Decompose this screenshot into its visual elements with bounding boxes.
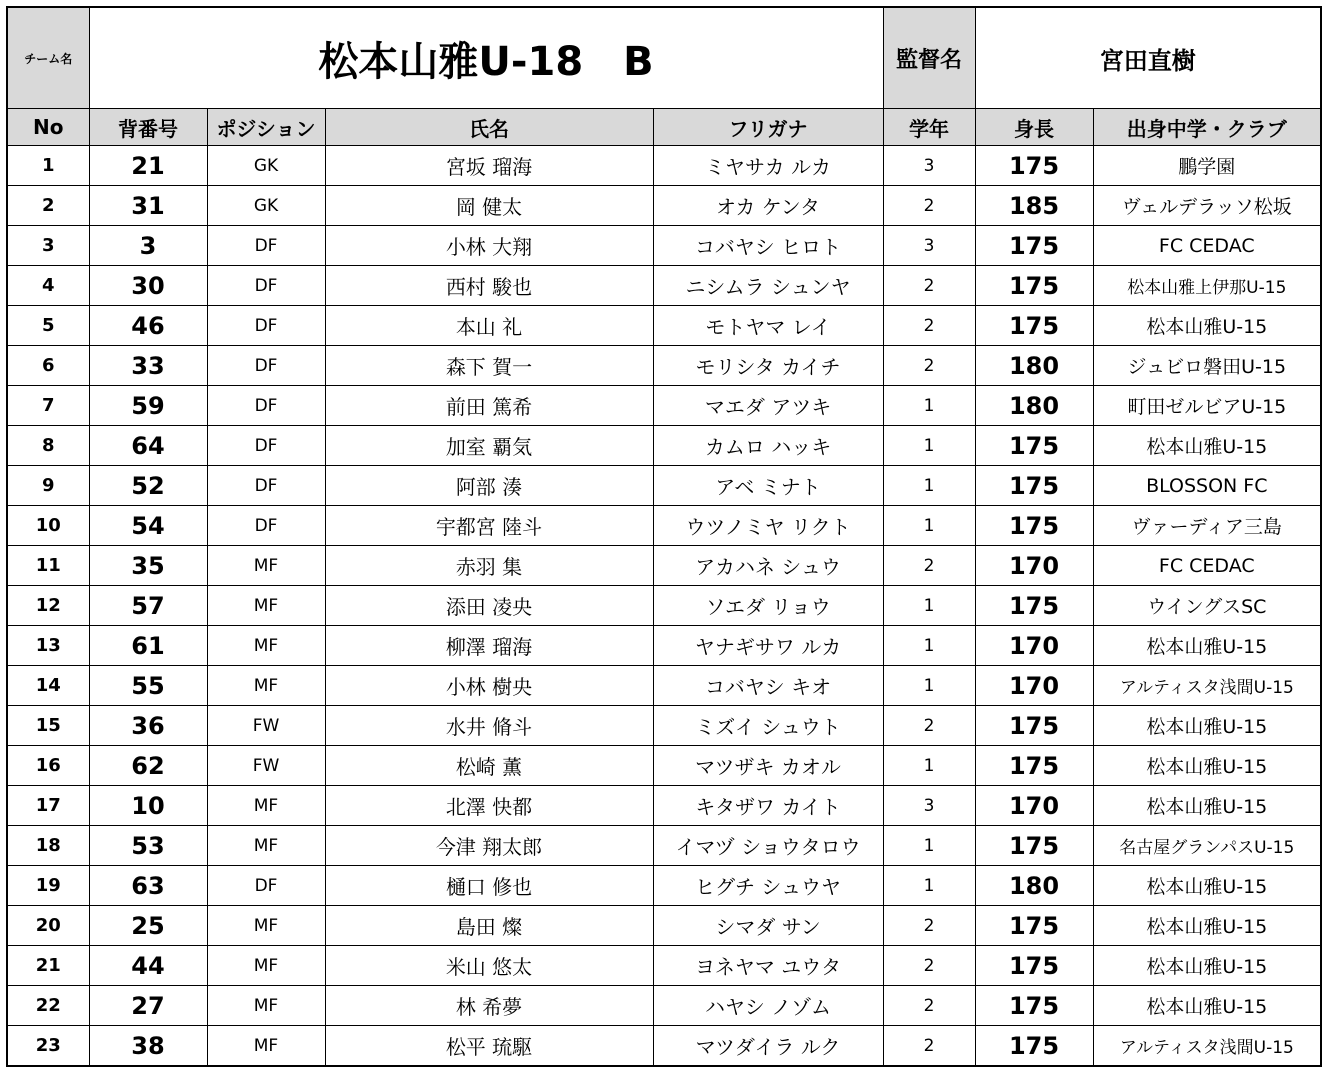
table-row bbox=[7, 186, 1321, 226]
table-row bbox=[7, 466, 1321, 506]
player-kana: マエダ アツキ bbox=[653, 386, 883, 426]
player-kana: ヤナギサワ ルカ bbox=[653, 626, 883, 666]
player-position: MF bbox=[207, 906, 325, 946]
player-kana: ニシムラ シュンヤ bbox=[653, 266, 883, 306]
player-grade: 1 bbox=[883, 386, 975, 426]
player-kana: ミズイ シュウト bbox=[653, 706, 883, 746]
player-position: GK bbox=[207, 186, 325, 226]
player-position: DF bbox=[207, 866, 325, 906]
player-grade: 2 bbox=[883, 986, 975, 1026]
player-grade: 2 bbox=[883, 346, 975, 386]
player-position: MF bbox=[207, 786, 325, 826]
player-no: 10 bbox=[7, 506, 89, 546]
col-header-kana: フリガナ bbox=[653, 109, 883, 146]
player-number: 62 bbox=[89, 746, 207, 786]
player-club: BLOSSON FC bbox=[1093, 466, 1321, 506]
player-number: 25 bbox=[89, 906, 207, 946]
player-kana: ハヤシ ノゾム bbox=[653, 986, 883, 1026]
player-number: 59 bbox=[89, 386, 207, 426]
table-row bbox=[7, 266, 1321, 306]
player-number: 21 bbox=[89, 146, 207, 186]
player-grade: 1 bbox=[883, 466, 975, 506]
player-name: 松崎 薫 bbox=[325, 746, 653, 786]
player-grade: 2 bbox=[883, 906, 975, 946]
table-row bbox=[7, 906, 1321, 946]
col-header-no: No bbox=[7, 109, 89, 146]
player-no: 15 bbox=[7, 706, 89, 746]
player-no: 4 bbox=[7, 266, 89, 306]
player-kana: モリシタ カイチ bbox=[653, 346, 883, 386]
col-header-number: 背番号 bbox=[89, 109, 207, 146]
player-grade: 3 bbox=[883, 786, 975, 826]
player-grade: 3 bbox=[883, 146, 975, 186]
player-height: 175 bbox=[975, 586, 1093, 626]
player-name: 今津 翔太郎 bbox=[325, 826, 653, 866]
player-grade: 1 bbox=[883, 746, 975, 786]
player-kana: アベ ミナト bbox=[653, 466, 883, 506]
player-kana: モトヤマ レイ bbox=[653, 306, 883, 346]
player-club: 松本山雅U-15 bbox=[1093, 306, 1321, 346]
player-kana: マツザキ カオル bbox=[653, 746, 883, 786]
player-number: 64 bbox=[89, 426, 207, 466]
player-name: 赤羽 集 bbox=[325, 546, 653, 586]
player-no: 8 bbox=[7, 426, 89, 466]
team-header-row bbox=[7, 7, 1321, 109]
player-kana: オカ ケンタ bbox=[653, 186, 883, 226]
table-row bbox=[7, 666, 1321, 706]
player-grade: 2 bbox=[883, 1026, 975, 1067]
player-height: 170 bbox=[975, 546, 1093, 586]
table-row bbox=[7, 866, 1321, 906]
player-club: 松本山雅U-15 bbox=[1093, 706, 1321, 746]
player-position: MF bbox=[207, 546, 325, 586]
col-header-height: 身長 bbox=[975, 109, 1093, 146]
player-kana: ソエダ リョウ bbox=[653, 586, 883, 626]
player-position: DF bbox=[207, 466, 325, 506]
col-header-grade: 学年 bbox=[883, 109, 975, 146]
table-row bbox=[7, 306, 1321, 346]
team-label: チーム名 bbox=[7, 7, 89, 109]
player-grade: 1 bbox=[883, 866, 975, 906]
player-no: 17 bbox=[7, 786, 89, 826]
player-position: MF bbox=[207, 586, 325, 626]
player-no: 12 bbox=[7, 586, 89, 626]
player-club: 松本山雅U-15 bbox=[1093, 626, 1321, 666]
coach-label: 監督名 bbox=[883, 7, 975, 109]
table-row bbox=[7, 786, 1321, 826]
player-name: 松平 琉駆 bbox=[325, 1026, 653, 1067]
player-grade: 1 bbox=[883, 586, 975, 626]
player-no: 7 bbox=[7, 386, 89, 426]
player-grade: 1 bbox=[883, 506, 975, 546]
player-number: 61 bbox=[89, 626, 207, 666]
player-club: 名古屋グランパスU-15 bbox=[1093, 826, 1321, 866]
player-kana: ミヤサカ ルカ bbox=[653, 146, 883, 186]
player-position: MF bbox=[207, 626, 325, 666]
player-height: 175 bbox=[975, 746, 1093, 786]
player-grade: 3 bbox=[883, 226, 975, 266]
player-name: 岡 健太 bbox=[325, 186, 653, 226]
player-grade: 2 bbox=[883, 306, 975, 346]
player-club: 松本山雅U-15 bbox=[1093, 946, 1321, 986]
table-row bbox=[7, 946, 1321, 986]
player-kana: ヒグチ シュウヤ bbox=[653, 866, 883, 906]
player-number: 54 bbox=[89, 506, 207, 546]
table-row bbox=[7, 586, 1321, 626]
player-number: 55 bbox=[89, 666, 207, 706]
player-club: アルティスタ浅間U-15 bbox=[1093, 1026, 1321, 1067]
player-height: 180 bbox=[975, 866, 1093, 906]
player-name: 前田 篤希 bbox=[325, 386, 653, 426]
team-name: 松本山雅U-18 B bbox=[89, 7, 883, 109]
player-no: 9 bbox=[7, 466, 89, 506]
player-position: MF bbox=[207, 666, 325, 706]
player-height: 175 bbox=[975, 986, 1093, 1026]
player-name: 米山 悠太 bbox=[325, 946, 653, 986]
player-grade: 1 bbox=[883, 826, 975, 866]
player-position: DF bbox=[207, 306, 325, 346]
player-name: 加室 覇気 bbox=[325, 426, 653, 466]
player-no: 5 bbox=[7, 306, 89, 346]
player-club: ジュビロ磐田U-15 bbox=[1093, 346, 1321, 386]
player-height: 175 bbox=[975, 706, 1093, 746]
table-row bbox=[7, 706, 1321, 746]
player-no: 1 bbox=[7, 146, 89, 186]
player-no: 2 bbox=[7, 186, 89, 226]
col-header-club: 出身中学・クラブ bbox=[1093, 109, 1321, 146]
player-no: 18 bbox=[7, 826, 89, 866]
col-header-position: ポジション bbox=[207, 109, 325, 146]
player-name: 北澤 快都 bbox=[325, 786, 653, 826]
player-number: 52 bbox=[89, 466, 207, 506]
player-club: 松本山雅U-15 bbox=[1093, 866, 1321, 906]
player-number: 36 bbox=[89, 706, 207, 746]
player-number: 46 bbox=[89, 306, 207, 346]
player-height: 170 bbox=[975, 626, 1093, 666]
player-kana: カムロ ハッキ bbox=[653, 426, 883, 466]
roster-sheet bbox=[6, 6, 1322, 1067]
player-kana: ウツノミヤ リクト bbox=[653, 506, 883, 546]
player-no: 19 bbox=[7, 866, 89, 906]
table-row bbox=[7, 746, 1321, 786]
player-no: 22 bbox=[7, 986, 89, 1026]
table-row bbox=[7, 1026, 1321, 1067]
player-name: 水井 脩斗 bbox=[325, 706, 653, 746]
player-grade: 1 bbox=[883, 666, 975, 706]
player-grade: 2 bbox=[883, 946, 975, 986]
player-number: 63 bbox=[89, 866, 207, 906]
player-no: 11 bbox=[7, 546, 89, 586]
player-grade: 1 bbox=[883, 626, 975, 666]
player-kana: キタザワ カイト bbox=[653, 786, 883, 826]
player-no: 21 bbox=[7, 946, 89, 986]
player-position: DF bbox=[207, 346, 325, 386]
player-height: 175 bbox=[975, 1026, 1093, 1067]
table-row bbox=[7, 346, 1321, 386]
player-grade: 2 bbox=[883, 706, 975, 746]
player-kana: コバヤシ キオ bbox=[653, 666, 883, 706]
player-no: 3 bbox=[7, 226, 89, 266]
player-height: 175 bbox=[975, 906, 1093, 946]
player-position: DF bbox=[207, 386, 325, 426]
player-height: 175 bbox=[975, 226, 1093, 266]
player-height: 175 bbox=[975, 266, 1093, 306]
player-name: 島田 燦 bbox=[325, 906, 653, 946]
player-number: 44 bbox=[89, 946, 207, 986]
player-kana: ヨネヤマ ユウタ bbox=[653, 946, 883, 986]
player-position: MF bbox=[207, 946, 325, 986]
player-no: 16 bbox=[7, 746, 89, 786]
player-name: 小林 樹央 bbox=[325, 666, 653, 706]
player-no: 6 bbox=[7, 346, 89, 386]
player-club: 松本山雅U-15 bbox=[1093, 426, 1321, 466]
player-position: DF bbox=[207, 266, 325, 306]
player-kana: シマダ サン bbox=[653, 906, 883, 946]
player-position: MF bbox=[207, 1026, 325, 1067]
table-row bbox=[7, 426, 1321, 466]
player-position: DF bbox=[207, 426, 325, 466]
player-no: 20 bbox=[7, 906, 89, 946]
player-club: 松本山雅U-15 bbox=[1093, 746, 1321, 786]
player-name: 阿部 湊 bbox=[325, 466, 653, 506]
player-position: FW bbox=[207, 706, 325, 746]
player-height: 175 bbox=[975, 146, 1093, 186]
player-club: 松本山雅U-15 bbox=[1093, 906, 1321, 946]
player-position: MF bbox=[207, 986, 325, 1026]
player-grade: 2 bbox=[883, 546, 975, 586]
player-height: 175 bbox=[975, 466, 1093, 506]
player-number: 27 bbox=[89, 986, 207, 1026]
player-name: 西村 駿也 bbox=[325, 266, 653, 306]
player-number: 10 bbox=[89, 786, 207, 826]
player-position: DF bbox=[207, 226, 325, 266]
player-grade: 1 bbox=[883, 426, 975, 466]
player-name: 柳澤 瑠海 bbox=[325, 626, 653, 666]
player-no: 13 bbox=[7, 626, 89, 666]
table-row bbox=[7, 146, 1321, 186]
player-club: 松本山雅U-15 bbox=[1093, 986, 1321, 1026]
player-club: ヴェルデラッソ松坂 bbox=[1093, 186, 1321, 226]
player-position: DF bbox=[207, 506, 325, 546]
player-number: 38 bbox=[89, 1026, 207, 1067]
player-number: 53 bbox=[89, 826, 207, 866]
table-row bbox=[7, 386, 1321, 426]
player-height: 175 bbox=[975, 826, 1093, 866]
player-club: アルティスタ浅間U-15 bbox=[1093, 666, 1321, 706]
player-number: 35 bbox=[89, 546, 207, 586]
player-grade: 2 bbox=[883, 186, 975, 226]
table-row bbox=[7, 626, 1321, 666]
player-name: 本山 礼 bbox=[325, 306, 653, 346]
player-no: 23 bbox=[7, 1026, 89, 1067]
player-name: 樋口 修也 bbox=[325, 866, 653, 906]
player-position: MF bbox=[207, 826, 325, 866]
player-club: FC CEDAC bbox=[1093, 226, 1321, 266]
player-kana: マツダイラ ルク bbox=[653, 1026, 883, 1067]
table-row bbox=[7, 506, 1321, 546]
player-name: 宮坂 瑠海 bbox=[325, 146, 653, 186]
player-no: 14 bbox=[7, 666, 89, 706]
table-row bbox=[7, 226, 1321, 266]
table-row bbox=[7, 986, 1321, 1026]
col-header-name: 氏名 bbox=[325, 109, 653, 146]
player-height: 180 bbox=[975, 346, 1093, 386]
player-height: 175 bbox=[975, 426, 1093, 466]
table-row bbox=[7, 826, 1321, 866]
player-grade: 2 bbox=[883, 266, 975, 306]
player-height: 175 bbox=[975, 506, 1093, 546]
player-club: 松本山雅上伊那U-15 bbox=[1093, 266, 1321, 306]
player-number: 30 bbox=[89, 266, 207, 306]
player-height: 180 bbox=[975, 386, 1093, 426]
player-height: 170 bbox=[975, 786, 1093, 826]
player-name: 林 希夢 bbox=[325, 986, 653, 1026]
player-club: ヴァーディア三島 bbox=[1093, 506, 1321, 546]
coach-name: 宮田直樹 bbox=[975, 7, 1321, 109]
player-height: 170 bbox=[975, 666, 1093, 706]
player-position: GK bbox=[207, 146, 325, 186]
table-row bbox=[7, 546, 1321, 586]
player-name: 森下 賀一 bbox=[325, 346, 653, 386]
player-club: FC CEDAC bbox=[1093, 546, 1321, 586]
player-number: 57 bbox=[89, 586, 207, 626]
player-kana: コバヤシ ヒロト bbox=[653, 226, 883, 266]
player-height: 185 bbox=[975, 186, 1093, 226]
player-number: 31 bbox=[89, 186, 207, 226]
player-number: 3 bbox=[89, 226, 207, 266]
player-kana: アカハネ シュウ bbox=[653, 546, 883, 586]
player-height: 175 bbox=[975, 946, 1093, 986]
player-club: 鵬学園 bbox=[1093, 146, 1321, 186]
player-number: 33 bbox=[89, 346, 207, 386]
player-club: ウイングスSC bbox=[1093, 586, 1321, 626]
player-club: 松本山雅U-15 bbox=[1093, 786, 1321, 826]
player-name: 宇都宮 陸斗 bbox=[325, 506, 653, 546]
player-club: 町田ゼルビアU-15 bbox=[1093, 386, 1321, 426]
player-position: FW bbox=[207, 746, 325, 786]
player-name: 添田 凌央 bbox=[325, 586, 653, 626]
player-kana: イマヅ ショウタロウ bbox=[653, 826, 883, 866]
player-name: 小林 大翔 bbox=[325, 226, 653, 266]
roster-table bbox=[6, 6, 1322, 1067]
column-header-row bbox=[7, 109, 1321, 146]
player-height: 175 bbox=[975, 306, 1093, 346]
